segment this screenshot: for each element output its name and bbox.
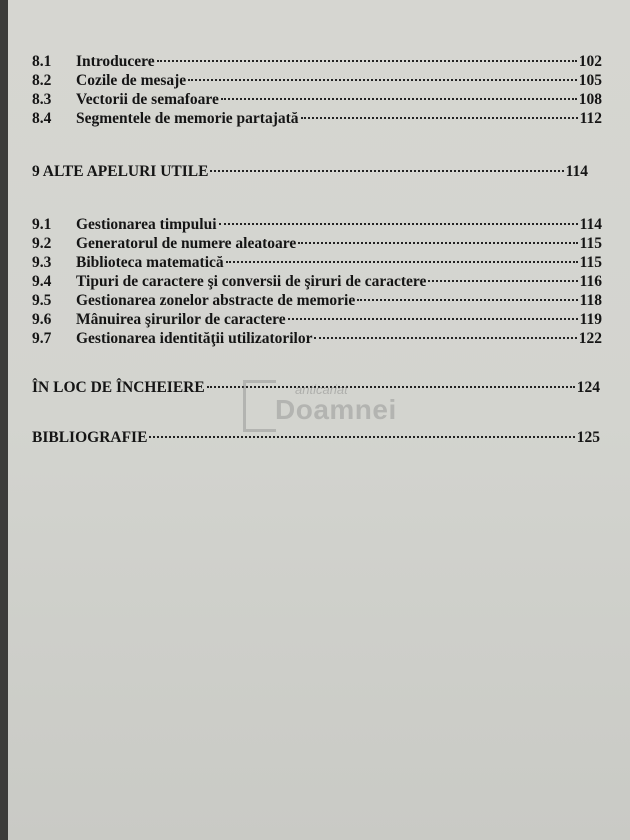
toc-page-number: 119	[579, 311, 602, 328]
toc-number: 8.3	[32, 91, 52, 108]
toc-page-number: 102	[578, 53, 602, 70]
toc-title: Biblioteca matematică	[76, 254, 224, 271]
toc-title: Segmentele de memorie partajată	[76, 110, 299, 127]
spacer	[32, 182, 602, 215]
toc-title: Mânuirea şirurilor de caractere	[76, 311, 286, 328]
dot-leader	[188, 79, 577, 81]
toc-title: Gestionarea zonelor abstracte de memorie	[76, 292, 356, 309]
toc-closing	[32, 377, 602, 398]
toc-title: Introducere	[76, 53, 155, 70]
toc-number: 8.1	[32, 53, 52, 70]
toc-page-number: 105	[578, 72, 602, 89]
toc-title: Cozile de mesaje	[76, 72, 187, 89]
toc-page-number: 114	[579, 216, 602, 233]
dot-leader	[221, 98, 577, 100]
toc-number: 9.1	[32, 216, 52, 233]
toc-number: 8.2	[32, 72, 52, 89]
dot-leader	[207, 386, 575, 388]
toc-title: Gestionarea identităţii utilizatorilor	[76, 330, 313, 347]
toc-entry-9-5	[32, 291, 602, 310]
toc-page-number: 116	[579, 273, 602, 290]
spacer	[32, 398, 602, 427]
toc-title: Vectorii de semafoare	[76, 91, 219, 108]
toc-page-number: 108	[578, 91, 602, 108]
chapter-title: ÎN LOC DE ÎNCHEIERE	[32, 379, 205, 396]
dot-leader	[226, 261, 578, 263]
toc-title: Generatorul de numere aleatoare	[76, 235, 297, 252]
watermark-small-text: anticariat	[295, 382, 348, 397]
dot-leader	[357, 299, 577, 301]
chapter-title: 9 ALTE APELURI UTILE	[32, 163, 209, 180]
chapter-title: BIBLIOGRAFIE	[32, 429, 148, 446]
toc-bibliography	[32, 427, 602, 448]
dot-leader	[301, 117, 578, 119]
toc-entry-9-6	[32, 310, 602, 329]
toc-title: Gestionarea timpului	[76, 216, 217, 233]
toc-number: 9.5	[32, 292, 52, 309]
toc-entry-9-7	[32, 329, 602, 348]
toc-page-number: 118	[579, 292, 602, 309]
dot-leader	[314, 337, 576, 339]
toc-number: 8.4	[32, 110, 52, 127]
dot-leader	[149, 436, 574, 438]
toc-entry-8-4	[32, 109, 602, 128]
dot-leader	[219, 223, 578, 225]
toc-page-number: 114	[565, 163, 588, 180]
toc-page-number: 125	[576, 429, 600, 446]
toc-entry-9-3	[32, 253, 602, 272]
spacer	[32, 128, 602, 161]
toc-number: 9.7	[32, 330, 52, 347]
dot-leader	[298, 242, 577, 244]
toc-page-number: 122	[578, 330, 602, 347]
toc-number: 9.3	[32, 254, 52, 271]
toc-chapter-9	[32, 161, 602, 182]
watermark-main-text: Doamnei	[275, 394, 397, 425]
toc-entry-9-1	[32, 215, 602, 234]
toc-entry-8-2	[32, 71, 602, 90]
toc-number: 9.6	[32, 311, 52, 328]
toc-entry-9-4	[32, 272, 602, 291]
toc-entry-9-2	[32, 234, 602, 253]
toc-title: Tipuri de caractere şi conversii de şiruri de caractere	[76, 273, 427, 290]
toc-entry-8-3	[32, 90, 602, 109]
toc-number: 9.2	[32, 235, 52, 252]
toc-page-number: 112	[579, 110, 602, 127]
toc-page-number: 115	[579, 254, 602, 271]
book-page	[8, 0, 630, 840]
dot-leader	[210, 170, 563, 172]
dot-leader	[288, 318, 578, 320]
toc-entry-8-1	[32, 52, 602, 71]
table-of-contents	[32, 52, 602, 448]
dot-leader	[157, 60, 577, 62]
spacer	[32, 348, 602, 377]
toc-page-number: 115	[579, 235, 602, 252]
toc-number: 9.4	[32, 273, 52, 290]
toc-page-number: 124	[576, 379, 600, 396]
dot-leader	[428, 280, 577, 282]
